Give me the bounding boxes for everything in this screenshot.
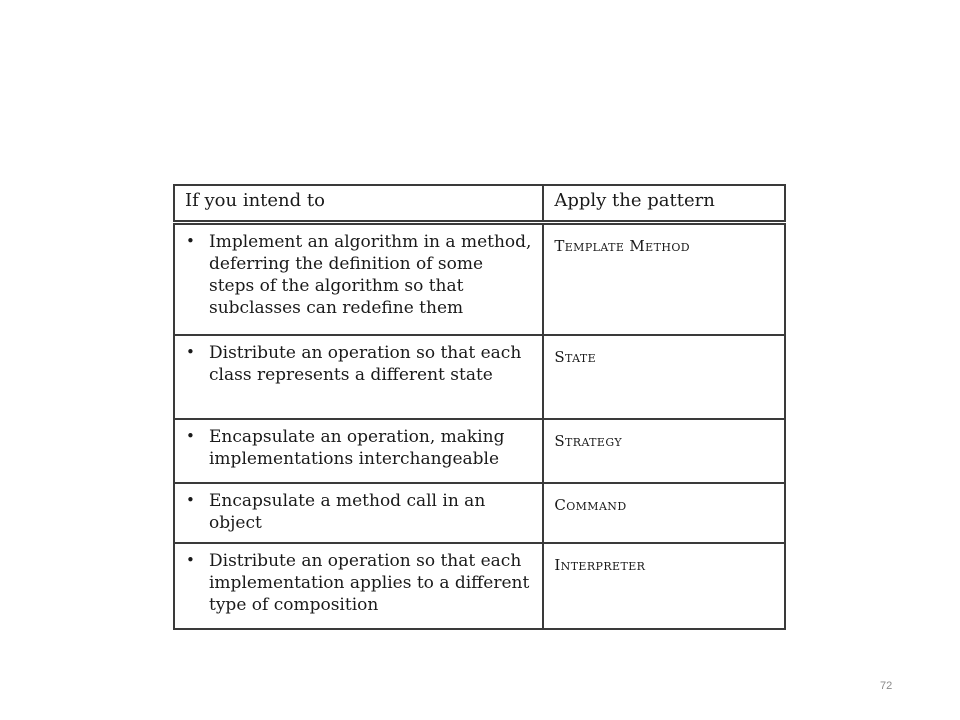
pattern-cell xyxy=(543,335,785,419)
header-intent: If you intend to xyxy=(174,185,543,223)
table-row xyxy=(174,419,785,483)
pattern-name: Command xyxy=(554,495,627,514)
pattern-cell xyxy=(543,483,785,543)
bullet-icon: • xyxy=(186,550,195,569)
intent-text: Distribute an operation so that each class represents a different state xyxy=(209,342,522,385)
intent-text: Distribute an operation so that each implementation applies to a different type of composition xyxy=(209,550,530,615)
intent-cell xyxy=(174,419,543,483)
intent-text: Encapsulate a method call in an object xyxy=(209,490,486,533)
pattern-name: Interpreter xyxy=(554,555,646,574)
intent-cell xyxy=(174,223,543,335)
table-row xyxy=(174,335,785,419)
bullet-icon: • xyxy=(186,426,195,445)
header-pattern: Apply the pattern xyxy=(543,185,785,223)
page-number: 72 xyxy=(880,680,893,692)
pattern-table xyxy=(173,184,786,630)
intent-cell xyxy=(174,335,543,419)
intent-text: Encapsulate an operation, making implementations interchangeable xyxy=(209,426,505,469)
pattern-cell xyxy=(543,419,785,483)
bullet-icon: • xyxy=(186,342,195,361)
pattern-name: Strategy xyxy=(554,431,623,450)
table-row xyxy=(174,543,785,629)
table-header-row xyxy=(174,185,785,223)
pattern-name: State xyxy=(554,347,597,366)
intent-cell xyxy=(174,543,543,629)
bullet-icon: • xyxy=(186,490,195,509)
scanned-table-image xyxy=(170,181,789,626)
table-row xyxy=(174,223,785,335)
pattern-name: Template Method xyxy=(554,237,690,255)
intent-cell xyxy=(174,483,543,543)
bullet-icon: • xyxy=(186,232,195,250)
pattern-cell xyxy=(543,543,785,629)
intent-text: Implement an algorithm in a method, deferring the definition of some steps of the algorithm so that subclasses can redefine them xyxy=(209,232,532,318)
table-row xyxy=(174,483,785,543)
pattern-cell xyxy=(543,223,785,335)
